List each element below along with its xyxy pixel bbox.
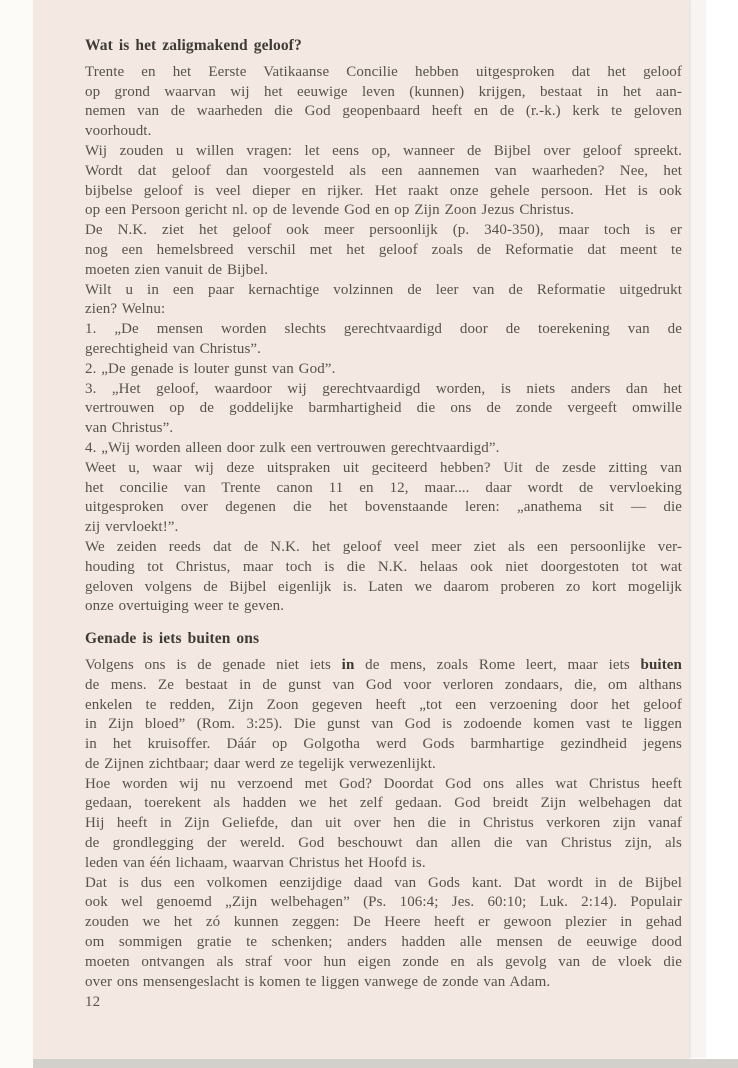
text-line: onze overtuiging weer te geven. <box>85 598 285 615</box>
text-line: voorhoudt. <box>85 123 152 140</box>
text-line: zouden we het zó kunnen zeggen: De Heere heeft er gewoon plezier in gehad <box>85 914 682 931</box>
text-line: Wilt u in een paar kernachtige volzinnen de leer van de Reformatie uitgedrukt <box>85 281 682 298</box>
page-content <box>85 36 682 1013</box>
text-line: uitgesproken over degenen die het bovenstaande leren: „anathema sit — die <box>85 499 682 516</box>
text-line: Weet u, waar wij deze uitspraken uit geciteerd hebben? Uit de zesde zitting van <box>85 459 682 476</box>
page-number: 12 <box>85 994 101 1011</box>
underlying-page-edge <box>688 0 706 1058</box>
text-line: Dat is dus een volkomen eenzijdige daad van Gods kant. Dat wordt in de Bijbel <box>85 874 682 891</box>
scan-bottom-shadow <box>33 1059 738 1068</box>
paragraph <box>85 360 682 380</box>
paragraph <box>85 874 682 993</box>
text-line: zien? Welnu: <box>85 301 166 318</box>
text-line: gedaan, toerekent als hadden we het zelf gedaan. God breidt Zijn welbehagen dat <box>85 795 682 812</box>
text-line: moeten ontvangen als straf voor hun eigen zonde en als gevolg van de vloek die <box>85 953 682 970</box>
text-line: houding tot Christus, maar toch is die N.K. helaas ook niet doorgestoten tot wat <box>85 558 682 575</box>
section-heading: Wat is het zaligmakend geloof? <box>85 37 302 54</box>
text-line: De N.K. ziet het geloof ook meer persoonlijk (p. 340-350), maar toch is er <box>85 222 682 239</box>
text-line: in het kruisoffer. Dáár op Golgotha werd Gods barmhartige gezindheid jegens <box>85 736 682 753</box>
text-line: op een Persoon gericht nl. op de levende God en op Zijn Zoon Jezus Christus. <box>85 202 575 219</box>
text-line: over ons mensengeslacht is komen te liggen vanwege de zonde van Adam. <box>85 973 551 990</box>
text-line: Hij heeft in Zijn Geliefde, dan uit over hen die in Christus verkoren zijn vanaf <box>85 815 682 832</box>
text-line: moeten zien vanuit de Bijbel. <box>85 261 269 278</box>
text-line: Wij zouden u willen vragen: let eens op, wanneer de Bijbel over geloof spreekt. <box>85 142 682 159</box>
text-line: in Zijn bloed” (Rom. 3:25). Die gunst van God is zodoende komen vast te liggen <box>85 716 682 733</box>
paragraph <box>85 439 682 459</box>
text-line: geloven volgens de Bijbel eigenlijk is. Laten we daarom proberen zo kort mogelijk <box>85 578 682 595</box>
text-line: het concilie van Trente canon 11 en 12, maar.... daar wordt de vervloeking <box>85 479 682 496</box>
text-line: om sommigen gratie te schenken; anders hadden alle mensen de eeuwige dood <box>85 934 682 951</box>
text-line: de grondlegging der wereld. God beschouwt dan allen die van Christus zijn, als <box>85 835 682 852</box>
paragraph <box>85 380 682 439</box>
text-line: leden van één lichaam, waarvan Christus het Hoofd is. <box>85 854 426 871</box>
text-line: op grond waarvan wij het eeuwige leven (kunnen) krijgen, bestaat in het aan- <box>85 83 682 100</box>
paragraph <box>85 656 682 775</box>
paragraph <box>85 538 682 617</box>
text-line: 4. „Wij worden alleen door zulk een vertrouwen gerechtvaardigd”. <box>85 439 500 456</box>
text-line: ook wel genoemd „Zijn welbehagen” (Ps. 106:4; Jes. 60:10; Luk. 2:14). Populair <box>85 894 682 911</box>
paragraph <box>85 221 682 280</box>
text-line: gerechtigheid van Christus”. <box>85 340 262 357</box>
text-line: de mens. Ze bestaat in de gunst van God voor verloren zondaars, die, om althans <box>85 676 682 693</box>
text-line: bijbelse geloof is veel dieper en rijker. Het raakt onze gehele persoon. Het is ook <box>85 182 682 199</box>
paragraph <box>85 320 682 360</box>
text-line: nog een hemelsbreed verschil met het geloof zoals de Reformatie dat meent te <box>85 241 682 258</box>
text-line: de Zijnen zichtbaar; daar werd ze tegelijk verwezenlijkt. <box>85 755 436 772</box>
text-line: nemen van de waarheden die God geopenbaard heeft en de (r.-k.) kerk te geloven <box>85 103 682 120</box>
text-line: vertrouwen op de goddelijke barmhartigheid die ons de zonde vergeeft omwille <box>85 400 682 417</box>
text-line: Trente en het Eerste Vatikaanse Concilie hebben uitgesproken dat het geloof <box>85 63 682 80</box>
book-page <box>33 0 689 1059</box>
text-line: Volgens ons is de genade niet iets in de mens, zoals Rome leert, maar iets buiten <box>85 656 682 673</box>
text-line: 2. „De genade is louter gunst van God”. <box>85 360 336 377</box>
paragraph <box>85 63 682 142</box>
paragraph <box>85 281 682 321</box>
section-heading: Genade is iets buiten ons <box>85 630 260 648</box>
text-line: We zeiden reeds dat de N.K. het geloof veel meer ziet als een persoonlijke ver- <box>85 538 682 555</box>
paragraph <box>85 459 682 538</box>
text-line: 1. „De mensen worden slechts gerechtvaardigd door de toerekening van de <box>85 321 682 338</box>
text-line: Hoe worden wij nu verzoend met God? Doordat God ons alles wat Christus heeft <box>85 775 682 792</box>
text-line: van Christus”. <box>85 420 174 437</box>
paragraph <box>85 775 682 874</box>
text-line: enkelen te redden, Zijn Zoon gegeven heeft „tot een verzoening door het geloof <box>85 696 682 713</box>
paragraph <box>85 142 682 221</box>
text-line: 3. „Het geloof, waardoor wij gerechtvaardigd worden, is niets anders dan het <box>85 380 682 397</box>
text-line: Wordt dat geloof dan voorgesteld als een aannemen van waarheden? Nee, het <box>85 162 682 179</box>
text-line: zij vervloekt!”. <box>85 519 179 536</box>
